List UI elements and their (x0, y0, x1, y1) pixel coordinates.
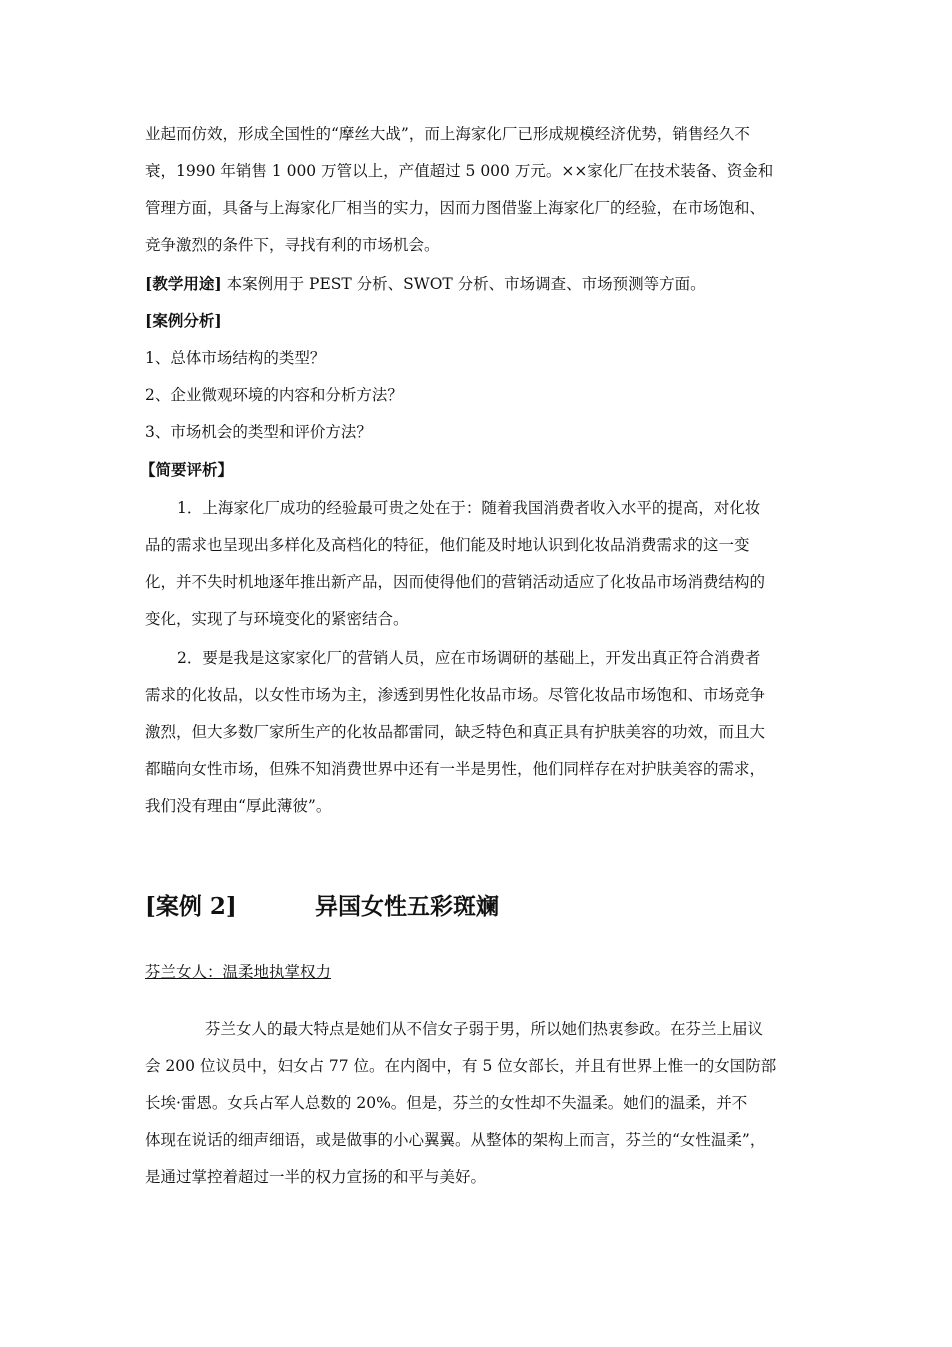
intro-line: 竞争激烈的条件下，寻找有利的市场机会。 (145, 236, 440, 254)
teaching-use-text: 本案例用于 PEST 分析、SWOT 分析、市场调查、市场预测等方面。 (221, 275, 706, 293)
brief-review-label: 【简要评析】 (140, 460, 234, 479)
intro-line: 衰，1990 年销售 1 000 万管以上，产值超过 5 000 万元。××家化厂在技术装备、资金和 (145, 162, 774, 180)
teaching-use-label: [教学用途] (145, 274, 222, 293)
case2-title: 异国女性五彩斑斓 (315, 893, 499, 920)
case2-paragraph-line: 是通过掌控着超过一半的权力宣扬的和平与美好。 (145, 1168, 487, 1186)
question-item: 2、企业微观环境的内容和分析方法？ (145, 386, 403, 404)
case2-paragraph-line: 长埃·雷恩。女兵占军人总数的 20%。但是，芬兰的女性却不失温柔。她们的温柔，并不 (145, 1094, 748, 1112)
case2-paragraph-line: 体现在说话的细声细语，或是做事的小心翼翼。从整体的架构上而言，芬兰的“女性温柔”， (145, 1131, 766, 1149)
review-p2-line: 需求的化妆品，以女性市场为主，渗透到男性化妆品市场。尽管化妆品市场饱和、市场竞争 (145, 686, 766, 704)
teaching-use (145, 274, 706, 294)
case2-paragraph-line: 会 200 位议员中，妇女占 77 位。在内阁中，有 5 位女部长，并且有世界上惟一的女国防部 (145, 1057, 777, 1075)
case2-label: [案例 2] (145, 893, 237, 920)
case-analysis-label: [案例分析] (145, 311, 222, 330)
question-item: 3、市场机会的类型和评价方法？ (145, 423, 372, 441)
review-p1-line: 1．上海家化厂成功的经验最可贵之处在于：随着我国消费者收入水平的提高，对化妆 (177, 499, 761, 517)
review-p2-line: 都瞄向女性市场，但殊不知消费世界中还有一半是男性，他们同样存在对护肤美容的需求， (145, 760, 766, 778)
case2-heading (145, 888, 499, 921)
review-p1-line: 化，并不失时机地逐年推出新产品，因而使得他们的营销活动适应了化妆品市场消费结构的 (145, 573, 766, 591)
review-p2-line: 2．要是我是这家家化厂的营销人员，应在市场调研的基础上，开发出真正符合消费者 (177, 649, 761, 667)
review-p1-line: 品的需求也呈现出多样化及高档化的特征，他们能及时地认识到化妆品消费需求的这一变 (145, 536, 750, 554)
question-item: 1、总体市场结构的类型？ (145, 349, 326, 367)
case2-paragraph-line: 芬兰女人的最大特点是她们从不信女子弱于男，所以她们热衷参政。在芬兰上届议 (205, 1020, 764, 1038)
review-p2-line: 激烈，但大多数厂家所生产的化妆品都雷同，缺乏特色和真正具有护肤美容的功效，而且大 (145, 723, 766, 741)
intro-line: 管理方面，具备与上海家化厂相当的实力，因而力图借鉴上海家化厂的经验，在市场饱和、 (145, 199, 766, 217)
case2-subtitle: 芬兰女人：温柔地执掌权力 (145, 963, 332, 981)
intro-line: 业起而仿效，形成全国性的“摩丝大战”，而上海家化厂已形成规模经济优势，销售经久不 (145, 125, 750, 143)
review-p2-line: 我们没有理由“厚此薄彼”。 (145, 797, 332, 815)
review-p1-line: 变化，实现了与环境变化的紧密结合。 (145, 610, 409, 628)
